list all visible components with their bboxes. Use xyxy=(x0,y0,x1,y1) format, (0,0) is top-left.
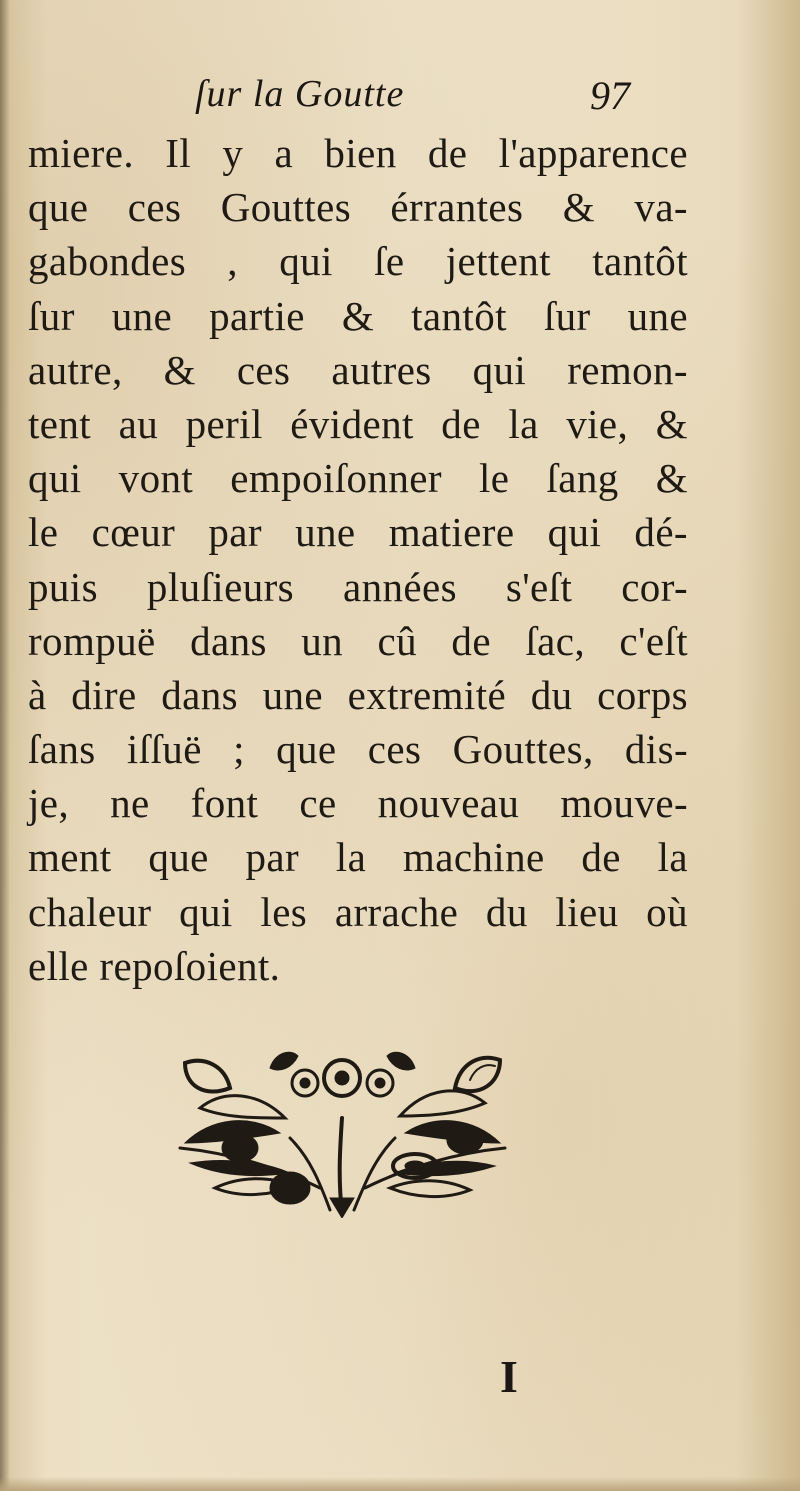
text-line: rompuë dans un cû de ſac, c'eſt xyxy=(28,617,688,664)
body-text xyxy=(28,126,688,993)
page-number: 97 xyxy=(590,73,630,118)
text-line: ſur une partie & tantôt ſur une xyxy=(28,292,688,339)
text-line: qui vont empoiſonner le ſang & xyxy=(28,455,688,502)
text-line: à dire dans une extremité du corps xyxy=(28,671,688,718)
text-line: je, ne font ce nouveau mouve- xyxy=(28,780,688,827)
text-line: miere. Il y a bien de l'apparence xyxy=(28,130,688,176)
text-line: que ces Gouttes érrantes & va- xyxy=(28,184,688,231)
text-line: gabondes , qui ſe jettent tantôt xyxy=(28,238,688,285)
running-header xyxy=(195,72,665,122)
text-line: chaleur qui les arrache du lieu où xyxy=(28,888,688,935)
text-line: tent au peril évident de la vie, & xyxy=(28,400,688,447)
text-line: autre, & ces autres qui remon- xyxy=(28,346,688,393)
floral-tailpiece-icon xyxy=(170,1048,515,1218)
text-line: ment que par la machine de la xyxy=(28,834,688,881)
text-line: elle repoſoient. xyxy=(28,942,281,989)
text-line: ſans iſſuë ; que ces Gouttes, dis- xyxy=(28,726,688,773)
text-line: puis pluſieurs années s'eſt cor- xyxy=(28,563,688,610)
page-shadow-left xyxy=(0,0,10,1491)
signature-mark: I xyxy=(500,1351,518,1402)
text-line: le cœur par une matiere qui dé- xyxy=(28,509,688,556)
running-title: ſur la Goutte xyxy=(195,73,405,115)
page-shadow-bottom xyxy=(0,1477,800,1491)
